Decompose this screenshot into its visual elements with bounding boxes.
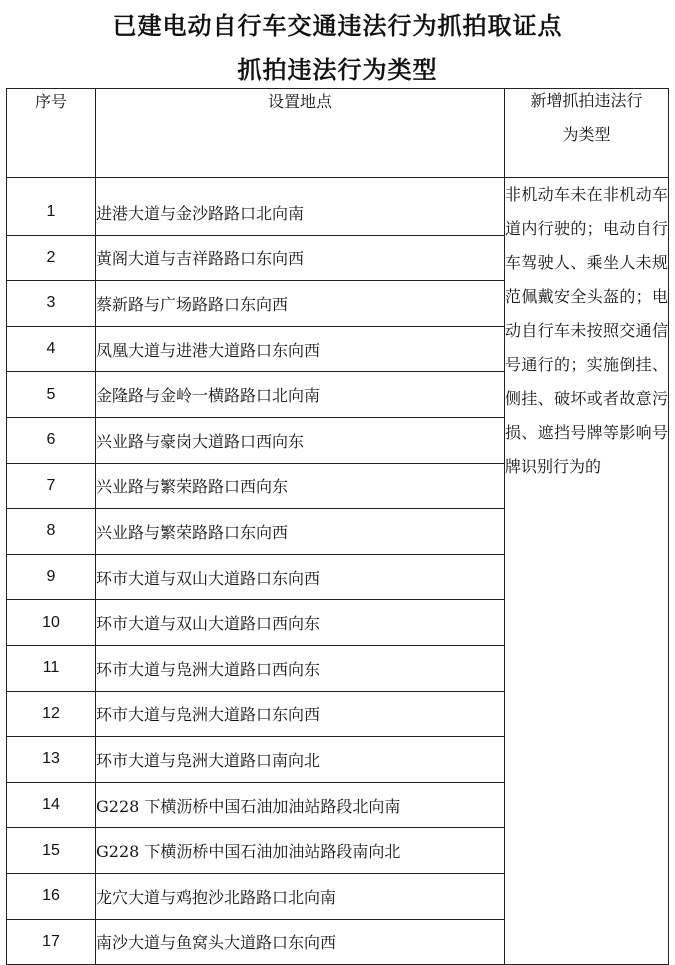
row-location: 金隆路与金岭一横路路口北向南: [96, 372, 505, 418]
row-location: 环市大道与双山大道路口西向东: [96, 600, 505, 646]
header-violation-type: [505, 89, 669, 178]
row-seq: 12: [7, 691, 96, 737]
header-violation-type-line2: 为类型: [562, 125, 611, 144]
document-title-line2: 抓拍违法行为类型: [237, 55, 438, 84]
row-seq: 8: [7, 509, 96, 555]
row-seq: 14: [7, 782, 96, 828]
row-location: G228 下横沥桥中国石油加油站路段北向南: [96, 782, 505, 828]
row-seq: 7: [7, 463, 96, 509]
row-seq: 2: [7, 235, 96, 281]
row-location: 凤凰大道与进港大道路口东向西: [96, 326, 505, 372]
violation-types-cell: 非机动车未在非机动车道内行驶的；电动自行车驾驶人、乘坐人未规范佩戴安全头盔的；电动自行车未按照交通信号通行的；实施倒挂、侧挂、破坏或者故意污损、遮挡号牌等影响号牌识别行为的: [505, 178, 669, 965]
row-location: 环市大道与双山大道路口东向西: [96, 554, 505, 600]
header-seq: 序号: [7, 89, 96, 178]
table-header-row: [7, 89, 669, 178]
table-row: [7, 178, 669, 236]
row-location: 蔡新路与广场路路口东向西: [96, 281, 505, 327]
row-seq: 16: [7, 873, 96, 919]
row-location: 环市大道与凫洲大道路口西向东: [96, 645, 505, 691]
row-location: 环市大道与凫洲大道路口东向西: [96, 691, 505, 737]
row-location: 进港大道与金沙路路口北向南: [96, 178, 505, 236]
row-seq: 3: [7, 281, 96, 327]
row-location: 兴业路与豪岗大道路口西向东: [96, 417, 505, 463]
row-seq: 6: [7, 417, 96, 463]
row-location: G228 下横沥桥中国石油加油站路段南向北: [96, 828, 505, 874]
row-location: 龙穴大道与鸡抱沙北路路口北向南: [96, 873, 505, 919]
row-seq: 9: [7, 554, 96, 600]
row-location: 黄阁大道与吉祥路路口东向西: [96, 235, 505, 281]
table-body: [7, 178, 669, 965]
row-location: 兴业路与繁荣路路口东向西: [96, 509, 505, 555]
row-seq: 11: [7, 645, 96, 691]
row-location: 环市大道与凫洲大道路口南向北: [96, 737, 505, 783]
row-seq: 15: [7, 828, 96, 874]
row-location: 兴业路与繁荣路路口西向东: [96, 463, 505, 509]
document-title-line1: 已建电动自行车交通违法行为抓拍取证点: [112, 11, 563, 40]
row-seq: 4: [7, 326, 96, 372]
row-seq: 1: [7, 178, 96, 236]
header-violation-type-line1: 新增抓拍违法行: [530, 91, 643, 110]
capture-points-table: [6, 88, 669, 965]
row-location: 南沙大道与鱼窝头大道路口东向西: [96, 919, 505, 965]
header-location: 设置地点: [96, 89, 505, 178]
row-seq: 10: [7, 600, 96, 646]
row-seq: 13: [7, 737, 96, 783]
row-seq: 5: [7, 372, 96, 418]
row-seq: 17: [7, 919, 96, 965]
